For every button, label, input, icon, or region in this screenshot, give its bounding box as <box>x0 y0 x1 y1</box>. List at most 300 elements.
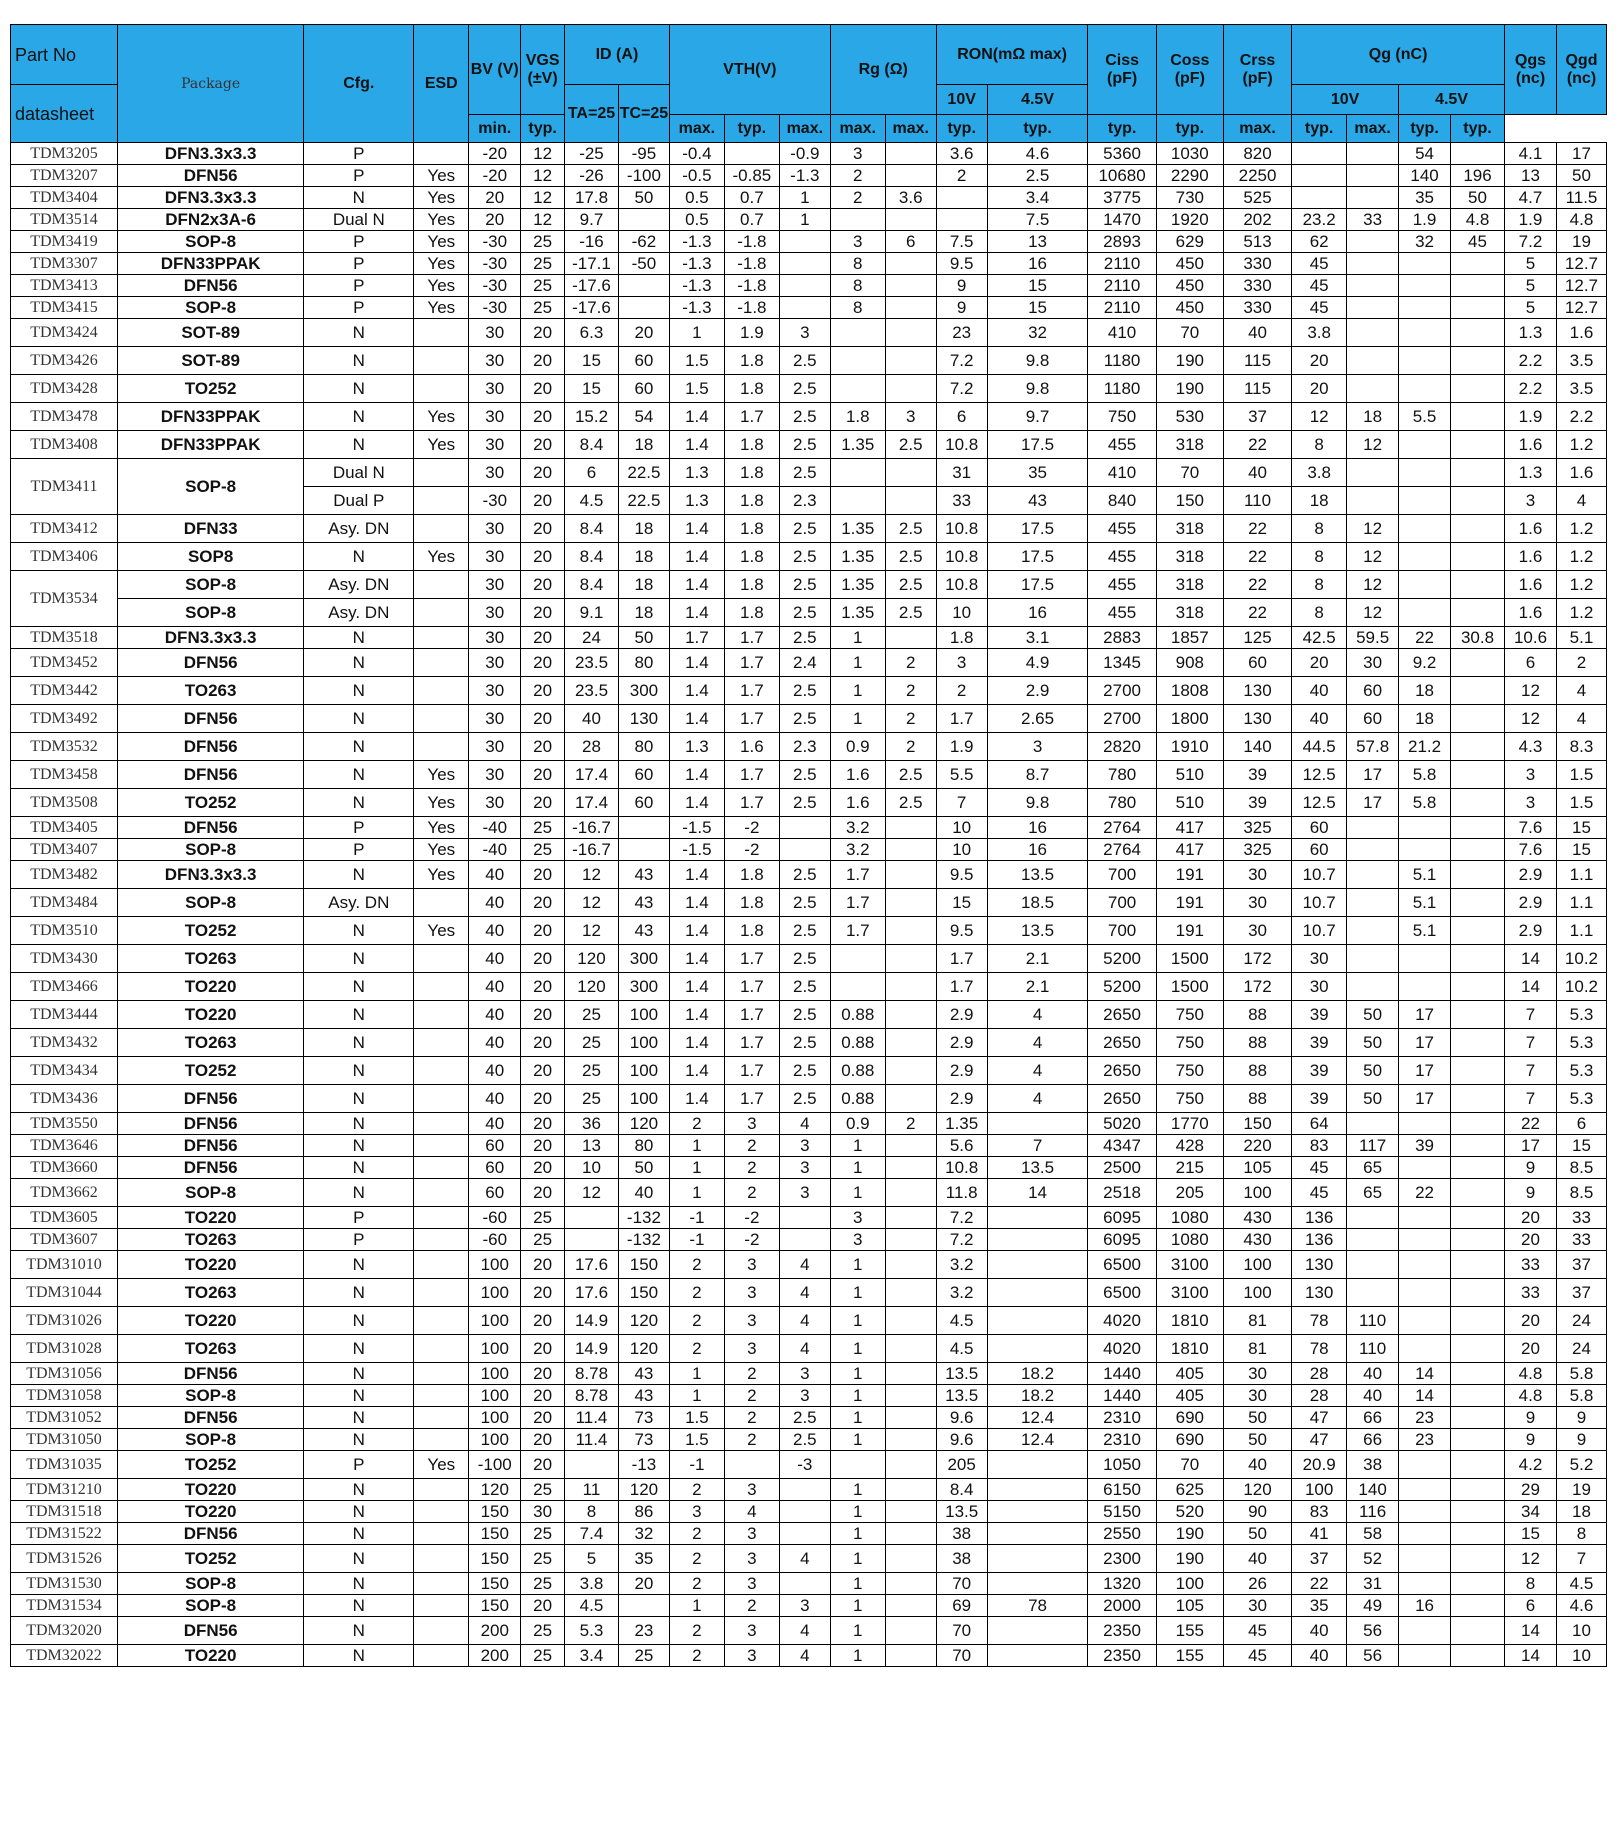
cell-vth-min: 1.4 <box>669 1001 724 1029</box>
cell-esd <box>414 319 469 347</box>
cell-qg-45v-max <box>1451 143 1505 165</box>
cell-qg-45v-max <box>1451 861 1505 889</box>
cell-qg-10v-max: 110 <box>1347 1335 1399 1363</box>
cell-rg-max <box>885 1229 936 1251</box>
table-row <box>11 761 1607 789</box>
cell-part-no[interactable]: TDM3478 <box>11 403 118 431</box>
cell-vth-typ: -0.85 <box>724 165 779 187</box>
cell-id-ta: 12 <box>565 1179 619 1207</box>
cell-ron-45v <box>987 1479 1088 1501</box>
cell-part-no[interactable]: TDM3408 <box>11 431 118 459</box>
cell-ron-45v: 18.5 <box>987 889 1088 917</box>
cell-qg-45v-typ <box>1399 275 1451 297</box>
cell-qgd: 1.1 <box>1556 917 1606 945</box>
cell-part-no[interactable]: TDM32022 <box>11 1645 118 1667</box>
cell-vth-typ: 3 <box>724 1251 779 1279</box>
cell-part-no[interactable]: TDM3510 <box>11 917 118 945</box>
cell-ron-10v: 9.5 <box>936 861 987 889</box>
cell-part-no[interactable]: TDM3411 <box>11 459 118 515</box>
cell-package: TO263 <box>117 677 303 705</box>
cell-bv: -30 <box>469 253 521 275</box>
cell-id-tc: 43 <box>618 1363 669 1385</box>
cell-cfg: N <box>304 1645 414 1667</box>
cell-part-no[interactable]: TDM31010 <box>11 1251 118 1279</box>
cell-rg-typ: 1.7 <box>830 889 885 917</box>
cell-qg-45v-max <box>1451 1451 1505 1479</box>
cell-vgs: 20 <box>521 403 565 431</box>
cell-coss: 70 <box>1156 459 1223 487</box>
header-coss: Coss (pF) <box>1156 25 1223 115</box>
cell-vth-max <box>779 1573 830 1595</box>
table-row <box>11 789 1607 817</box>
cell-vth-typ: 1.8 <box>724 571 779 599</box>
cell-ron-45v <box>987 1113 1088 1135</box>
cell-crss: 30 <box>1223 1363 1291 1385</box>
cell-ron-10v: 1.7 <box>936 973 987 1001</box>
cell-vth-typ: 3 <box>724 1645 779 1667</box>
cell-package: TO220 <box>117 1479 303 1501</box>
cell-ron-10v <box>936 187 987 209</box>
cell-ron-10v: 3.2 <box>936 1251 987 1279</box>
cell-vth-min: -0.4 <box>669 143 724 165</box>
cell-part-no[interactable]: TDM3424 <box>11 319 118 347</box>
cell-part-no[interactable]: TDM3307 <box>11 253 118 275</box>
cell-qg-45v-max <box>1451 733 1505 761</box>
cell-qg-45v-typ: 18 <box>1399 705 1451 733</box>
cell-esd: Yes <box>414 403 469 431</box>
cell-qg-10v-max: 56 <box>1347 1617 1399 1645</box>
cell-ron-10v: 38 <box>936 1545 987 1573</box>
cell-vth-min: 1.5 <box>669 1407 724 1429</box>
cell-coss: 318 <box>1156 431 1223 459</box>
cell-crss: 60 <box>1223 649 1291 677</box>
cell-rg-typ: 0.9 <box>830 733 885 761</box>
cell-ron-45v: 9.8 <box>987 375 1088 403</box>
cell-vth-min: 1.4 <box>669 789 724 817</box>
cell-part-no[interactable]: TDM31530 <box>11 1573 118 1595</box>
cell-rg-typ: 2 <box>830 165 885 187</box>
cell-qgd: 10 <box>1556 1645 1606 1667</box>
cell-part-no[interactable]: TDM3662 <box>11 1179 118 1207</box>
cell-ron-10v: 10.8 <box>936 431 987 459</box>
cell-cfg: N <box>304 1179 414 1207</box>
cell-part-no[interactable]: TDM3405 <box>11 817 118 839</box>
cell-part-no[interactable]: TDM3430 <box>11 945 118 973</box>
cell-part-no[interactable]: TDM3508 <box>11 789 118 817</box>
cell-rg-max <box>885 1029 936 1057</box>
cell-rg-typ: 1 <box>830 1307 885 1335</box>
cell-coss: 70 <box>1156 319 1223 347</box>
cell-id-ta: -16 <box>565 231 619 253</box>
cell-rg-typ: 3 <box>830 143 885 165</box>
cell-bv: 30 <box>469 733 521 761</box>
header-rg-max: max. <box>779 115 830 143</box>
cell-part-no[interactable]: TDM3605 <box>11 1207 118 1229</box>
cell-crss: 202 <box>1223 209 1291 231</box>
cell-qgs: 20 <box>1505 1335 1557 1363</box>
table-row <box>11 515 1607 543</box>
cell-cfg: Asy. DN <box>304 889 414 917</box>
cell-ciss: 2310 <box>1088 1407 1156 1429</box>
cell-vth-min: 1.4 <box>669 945 724 973</box>
cell-bv: 100 <box>469 1385 521 1407</box>
cell-cfg: N <box>304 375 414 403</box>
cell-part-no[interactable]: TDM3514 <box>11 209 118 231</box>
cell-part-no[interactable]: TDM31526 <box>11 1545 118 1573</box>
cell-part-no[interactable]: TDM3482 <box>11 861 118 889</box>
cell-vth-typ: -1.8 <box>724 253 779 275</box>
cell-qg-45v-max <box>1451 599 1505 627</box>
cell-package: DFN33PPAK <box>117 431 303 459</box>
cell-vth-min: 1.4 <box>669 761 724 789</box>
cell-crss: 100 <box>1223 1279 1291 1307</box>
cell-qg-10v-max: 12 <box>1347 515 1399 543</box>
cell-vth-max <box>779 297 830 319</box>
cell-crss: 39 <box>1223 761 1291 789</box>
cell-ron-10v: 13.5 <box>936 1385 987 1407</box>
cell-esd: Yes <box>414 861 469 889</box>
cell-rg-max: 2 <box>885 677 936 705</box>
cell-rg-max <box>885 1407 936 1429</box>
cell-vth-max: 4 <box>779 1335 830 1363</box>
cell-bv: 100 <box>469 1363 521 1385</box>
cell-bv: 150 <box>469 1545 521 1573</box>
cell-qgs: 1.6 <box>1505 431 1557 459</box>
cell-package: TO252 <box>117 1057 303 1085</box>
cell-part-no[interactable]: TDM3550 <box>11 1113 118 1135</box>
cell-ron-10v: 1.8 <box>936 627 987 649</box>
cell-coss: 70 <box>1156 1451 1223 1479</box>
cell-coss: 1080 <box>1156 1207 1223 1229</box>
cell-crss: 30 <box>1223 1595 1291 1617</box>
cell-part-no[interactable]: TDM3404 <box>11 187 118 209</box>
cell-qg-45v-typ: 5.5 <box>1399 403 1451 431</box>
cell-vgs: 20 <box>521 1407 565 1429</box>
cell-ron-45v: 3.1 <box>987 627 1088 649</box>
table-row <box>11 1501 1607 1523</box>
cell-coss: 190 <box>1156 347 1223 375</box>
cell-vgs: 20 <box>521 347 565 375</box>
cell-cfg: P <box>304 275 414 297</box>
cell-coss: 1500 <box>1156 973 1223 1001</box>
cell-rg-max <box>885 1251 936 1279</box>
cell-rg-max <box>885 1001 936 1029</box>
cell-part-no[interactable]: TDM31026 <box>11 1307 118 1335</box>
cell-vth-min: 1.4 <box>669 973 724 1001</box>
cell-qg-45v-max <box>1451 375 1505 403</box>
cell-part-no[interactable]: TDM3415 <box>11 297 118 319</box>
cell-part-no[interactable]: TDM31522 <box>11 1523 118 1545</box>
cell-part-no[interactable]: TDM31056 <box>11 1363 118 1385</box>
cell-cfg: N <box>304 761 414 789</box>
cell-coss: 450 <box>1156 297 1223 319</box>
cell-rg-max <box>885 973 936 1001</box>
cell-esd: Yes <box>414 1451 469 1479</box>
cell-vth-min: 2 <box>669 1617 724 1645</box>
cell-ciss: 1320 <box>1088 1573 1156 1595</box>
cell-coss: 3100 <box>1156 1251 1223 1279</box>
cell-vth-typ: 1.8 <box>724 543 779 571</box>
cell-qg-10v-max <box>1347 889 1399 917</box>
cell-part-no[interactable]: TDM31035 <box>11 1451 118 1479</box>
cell-qg-45v-max <box>1451 1207 1505 1229</box>
cell-part-no[interactable]: TDM31050 <box>11 1429 118 1451</box>
table-row <box>11 1451 1607 1479</box>
cell-vgs: 25 <box>521 297 565 319</box>
cell-esd <box>414 1501 469 1523</box>
cell-qg-10v-typ: 45 <box>1292 297 1347 319</box>
cell-part-no[interactable]: TDM31052 <box>11 1407 118 1429</box>
cell-bv: 200 <box>469 1645 521 1667</box>
cell-part-no[interactable]: TDM3434 <box>11 1057 118 1085</box>
cell-part-no[interactable]: TDM32020 <box>11 1617 118 1645</box>
cell-part-no[interactable]: TDM3458 <box>11 761 118 789</box>
cell-id-ta: 11.4 <box>565 1407 619 1429</box>
cell-coss: 215 <box>1156 1157 1223 1179</box>
cell-ron-10v: 205 <box>936 1451 987 1479</box>
cell-id-ta: 8.4 <box>565 515 619 543</box>
cell-ron-10v: 7.2 <box>936 347 987 375</box>
cell-part-no[interactable]: TDM3428 <box>11 375 118 403</box>
cell-coss: 318 <box>1156 543 1223 571</box>
cell-part-no[interactable]: TDM3432 <box>11 1029 118 1057</box>
cell-package: SOP-8 <box>117 459 303 515</box>
cell-cfg: P <box>304 839 414 861</box>
cell-qg-45v-max <box>1451 571 1505 599</box>
cell-vgs: 20 <box>521 375 565 403</box>
cell-cfg: P <box>304 297 414 319</box>
table-row <box>11 143 1607 165</box>
cell-qg-45v-typ: 54 <box>1399 143 1451 165</box>
cell-part-no[interactable]: TDM3492 <box>11 705 118 733</box>
cell-qg-45v-typ <box>1399 1335 1451 1363</box>
cell-qg-10v-typ: 22 <box>1292 1573 1347 1595</box>
cell-bv: 60 <box>469 1157 521 1179</box>
cell-vth-max <box>779 253 830 275</box>
cell-ciss: 6095 <box>1088 1207 1156 1229</box>
cell-vth-max: 2.5 <box>779 1001 830 1029</box>
cell-bv: -30 <box>469 231 521 253</box>
cell-rg-max: 2.5 <box>885 571 936 599</box>
cell-part-no[interactable]: TDM31044 <box>11 1279 118 1307</box>
cell-id-ta: 14.9 <box>565 1307 619 1335</box>
cell-ron-10v: 70 <box>936 1645 987 1667</box>
cell-id-ta: -16.7 <box>565 839 619 861</box>
header-ron-10v: 10V <box>936 85 987 115</box>
cell-ciss: 1180 <box>1088 347 1156 375</box>
cell-rg-typ <box>830 487 885 515</box>
cell-vgs: 20 <box>521 917 565 945</box>
cell-rg-typ: 0.88 <box>830 1057 885 1085</box>
cell-qg-45v-typ: 21.2 <box>1399 733 1451 761</box>
cell-vth-min: 1.4 <box>669 1085 724 1113</box>
cell-part-no[interactable]: TDM3205 <box>11 143 118 165</box>
cell-qg-10v-max: 56 <box>1347 1645 1399 1667</box>
cell-coss: 750 <box>1156 1057 1223 1085</box>
cell-vgs: 20 <box>521 571 565 599</box>
table-row <box>11 347 1607 375</box>
cell-bv: 40 <box>469 1085 521 1113</box>
cell-coss: 191 <box>1156 889 1223 917</box>
cell-cfg: N <box>304 403 414 431</box>
cell-part-no[interactable]: TDM3646 <box>11 1135 118 1157</box>
cell-part-no[interactable]: TDM3407 <box>11 839 118 861</box>
cell-rg-max <box>885 143 936 165</box>
cell-part-no[interactable]: TDM31210 <box>11 1479 118 1501</box>
cell-part-no[interactable]: TDM3484 <box>11 889 118 917</box>
cell-qg-10v-typ: 45 <box>1292 1157 1347 1179</box>
cell-part-no[interactable]: TDM3442 <box>11 677 118 705</box>
cell-rg-max <box>885 627 936 649</box>
cell-qg-10v-typ: 28 <box>1292 1363 1347 1385</box>
cell-qgd: 1.6 <box>1556 459 1606 487</box>
table-row <box>11 1029 1607 1057</box>
cell-qg-45v-max <box>1451 1479 1505 1501</box>
cell-vgs: 20 <box>521 487 565 515</box>
cell-part-no[interactable]: TDM3413 <box>11 275 118 297</box>
cell-vth-max: -0.9 <box>779 143 830 165</box>
cell-vth-max: 4 <box>779 1307 830 1335</box>
cell-vth-max: 2.5 <box>779 543 830 571</box>
cell-qg-10v-typ: 8 <box>1292 599 1347 627</box>
header-qg-45v-max: max. <box>1347 115 1399 143</box>
cell-qg-10v-typ: 44.5 <box>1292 733 1347 761</box>
cell-part-no[interactable]: TDM3412 <box>11 515 118 543</box>
cell-esd <box>414 945 469 973</box>
cell-bv: 120 <box>469 1479 521 1501</box>
cell-id-tc: 18 <box>618 515 669 543</box>
cell-qgd: 5.8 <box>1556 1363 1606 1385</box>
cell-qg-45v-typ <box>1399 515 1451 543</box>
cell-ron-45v <box>987 1335 1088 1363</box>
cell-package: TO220 <box>117 973 303 1001</box>
cell-coss: 750 <box>1156 1085 1223 1113</box>
cell-qg-45v-max <box>1451 1307 1505 1335</box>
cell-vth-typ: 1.7 <box>724 973 779 1001</box>
cell-cfg: N <box>304 733 414 761</box>
cell-part-no[interactable]: TDM3660 <box>11 1157 118 1179</box>
cell-vgs: 20 <box>521 1113 565 1135</box>
cell-qg-45v-max <box>1451 347 1505 375</box>
cell-cfg: N <box>304 1545 414 1573</box>
table-row <box>11 1617 1607 1645</box>
cell-crss: 45 <box>1223 1617 1291 1645</box>
cell-ron-10v: 7.2 <box>936 1229 987 1251</box>
cell-vth-min: 1 <box>669 1179 724 1207</box>
cell-qg-10v-typ: 130 <box>1292 1279 1347 1307</box>
cell-part-no[interactable]: TDM3466 <box>11 973 118 1001</box>
cell-part-no[interactable]: TDM3607 <box>11 1229 118 1251</box>
cell-vth-typ: 0.7 <box>724 187 779 209</box>
cell-qgs: 33 <box>1505 1279 1557 1307</box>
cell-rg-typ: 8 <box>830 275 885 297</box>
table-row <box>11 1385 1607 1407</box>
cell-id-ta: -17.6 <box>565 275 619 297</box>
cell-qg-10v-max <box>1347 187 1399 209</box>
cell-ron-45v: 4 <box>987 1085 1088 1113</box>
cell-bv: -40 <box>469 839 521 861</box>
cell-vth-max: 2.5 <box>779 789 830 817</box>
cell-vgs: 20 <box>521 1057 565 1085</box>
cell-package: DFN56 <box>117 649 303 677</box>
cell-ron-10v: 3.2 <box>936 1279 987 1307</box>
cell-part-no[interactable]: TDM3406 <box>11 543 118 571</box>
cell-part-no[interactable]: TDM31518 <box>11 1501 118 1523</box>
cell-esd <box>414 705 469 733</box>
cell-ron-45v <box>987 1229 1088 1251</box>
cell-vth-min: 1.4 <box>669 1057 724 1085</box>
cell-qg-10v-typ: 60 <box>1292 839 1347 861</box>
cell-esd: Yes <box>414 165 469 187</box>
cell-bv: 30 <box>469 515 521 543</box>
cell-qg-10v-typ: 136 <box>1292 1229 1347 1251</box>
cell-ron-45v <box>987 1451 1088 1479</box>
cell-part-no[interactable]: TDM3452 <box>11 649 118 677</box>
cell-qg-45v-typ <box>1399 1157 1451 1179</box>
cell-part-no[interactable]: TDM3532 <box>11 733 118 761</box>
cell-qg-45v-typ: 5.1 <box>1399 917 1451 945</box>
cell-package: DFN33 <box>117 515 303 543</box>
cell-part-no[interactable]: TDM31058 <box>11 1385 118 1407</box>
cell-rg-max <box>885 1645 936 1667</box>
cell-vth-max <box>779 231 830 253</box>
cell-id-tc <box>618 817 669 839</box>
cell-vth-max <box>779 1207 830 1229</box>
cell-vth-min: 1.3 <box>669 733 724 761</box>
cell-id-tc: 80 <box>618 733 669 761</box>
cell-part-no[interactable]: TDM3444 <box>11 1001 118 1029</box>
cell-qgs: 20 <box>1505 1207 1557 1229</box>
cell-part-no[interactable]: TDM31028 <box>11 1335 118 1363</box>
cell-package: DFN33PPAK <box>117 253 303 275</box>
cell-vth-max <box>779 1523 830 1545</box>
cell-qg-45v-max <box>1451 1501 1505 1523</box>
cell-id-ta: 9.1 <box>565 599 619 627</box>
cell-ron-45v: 13.5 <box>987 1157 1088 1179</box>
cell-part-no[interactable]: TDM31534 <box>11 1595 118 1617</box>
cell-ron-10v: 7 <box>936 789 987 817</box>
cell-part-no[interactable]: TDM3518 <box>11 627 118 649</box>
cell-qg-45v-typ <box>1399 1479 1451 1501</box>
cell-qg-10v-max: 57.8 <box>1347 733 1399 761</box>
cell-cfg: P <box>304 1207 414 1229</box>
cell-bv: 150 <box>469 1523 521 1545</box>
cell-esd <box>414 1207 469 1229</box>
cell-qg-45v-typ: 18 <box>1399 677 1451 705</box>
cell-qgd: 12.7 <box>1556 253 1606 275</box>
cell-qg-45v-max <box>1451 275 1505 297</box>
cell-qgd: 33 <box>1556 1229 1606 1251</box>
cell-ron-10v: 6 <box>936 403 987 431</box>
cell-vth-max: 2.5 <box>779 1029 830 1057</box>
cell-package: SOP-8 <box>117 231 303 253</box>
cell-rg-typ: 1 <box>830 1479 885 1501</box>
cell-rg-typ <box>830 945 885 973</box>
cell-crss: 30 <box>1223 861 1291 889</box>
cell-part-no[interactable]: TDM3207 <box>11 165 118 187</box>
cell-ron-10v: 10.8 <box>936 1157 987 1179</box>
cell-part-no[interactable]: TDM3419 <box>11 231 118 253</box>
cell-vgs: 20 <box>521 1001 565 1029</box>
cell-vth-min: 2 <box>669 1645 724 1667</box>
header-part-no: Part No <box>11 25 118 85</box>
cell-crss: 22 <box>1223 543 1291 571</box>
cell-vth-max: 2.5 <box>779 1085 830 1113</box>
cell-part-no[interactable]: TDM3534 <box>11 571 118 627</box>
cell-part-no[interactable]: TDM3436 <box>11 1085 118 1113</box>
cell-qgs: 3 <box>1505 761 1557 789</box>
cell-part-no[interactable]: TDM3426 <box>11 347 118 375</box>
